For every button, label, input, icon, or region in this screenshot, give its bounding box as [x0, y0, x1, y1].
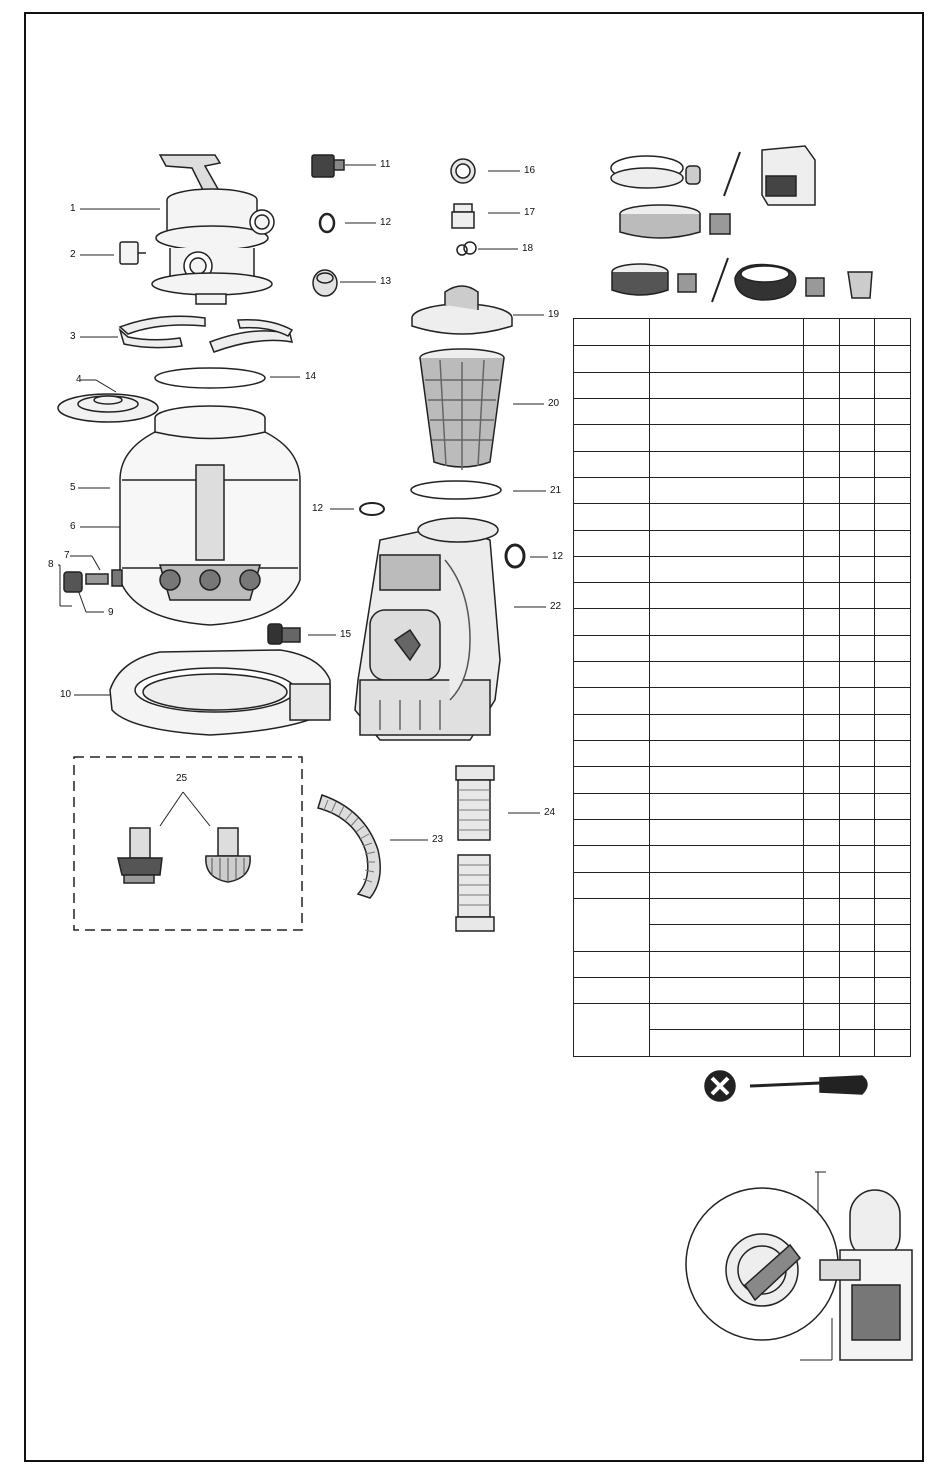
hose-24 — [456, 766, 494, 931]
callout-12c: 12 — [552, 551, 564, 562]
table-row — [574, 872, 911, 898]
callout-9: 9 — [108, 607, 114, 618]
valve-drawing — [120, 155, 274, 304]
tank-base-drawing — [110, 650, 330, 735]
callout-23: 23 — [432, 834, 444, 845]
callout-11: 11 — [380, 159, 391, 170]
callout-18: 18 — [522, 243, 534, 254]
oring-12c — [506, 545, 524, 567]
strainer-basket-20 — [420, 349, 504, 470]
table-row — [574, 530, 911, 556]
callout-15: 15 — [340, 629, 352, 640]
nut-16 — [451, 159, 475, 183]
pump-lid-19 — [412, 286, 512, 334]
table-row — [574, 1004, 911, 1030]
callout-17: 17 — [524, 207, 536, 218]
pump-drawing — [355, 518, 500, 740]
table-row — [574, 609, 911, 635]
oring-21 — [411, 481, 501, 499]
valve-17 — [452, 204, 474, 228]
hose-adapters-25 — [118, 828, 250, 883]
callout-20: 20 — [548, 398, 560, 409]
table-header-row — [574, 319, 911, 346]
table-row — [574, 346, 911, 372]
table-row — [574, 556, 911, 582]
oring-14 — [155, 368, 265, 388]
callout-7: 7 — [64, 550, 70, 561]
filter-tank-drawing — [120, 406, 300, 625]
callout-10: 10 — [60, 689, 72, 700]
adapter-15 — [268, 624, 300, 644]
drain-parts-drawing — [64, 570, 122, 592]
adapter-11 — [312, 155, 344, 177]
callout-8: 8 — [48, 559, 54, 570]
table-row — [574, 425, 911, 451]
table-row — [574, 846, 911, 872]
callout-5: 5 — [70, 482, 76, 493]
table-row — [574, 819, 911, 845]
table-row — [574, 898, 911, 924]
callout-13: 13 — [380, 276, 392, 287]
table-row — [574, 504, 911, 530]
callout-21: 21 — [550, 485, 562, 496]
table-row — [574, 583, 911, 609]
callout-24: 24 — [544, 807, 556, 818]
tank-lid-drawing — [58, 394, 158, 422]
table-row — [574, 741, 911, 767]
table-row — [574, 951, 911, 977]
assembly-detail-drawing — [686, 1188, 912, 1360]
hose-23 — [318, 795, 380, 898]
table-row — [574, 451, 911, 477]
table-row — [574, 793, 911, 819]
table-row — [574, 662, 911, 688]
oring-12a — [320, 214, 334, 232]
callout-16: 16 — [524, 165, 536, 176]
table-row — [574, 714, 911, 740]
table-row — [574, 372, 911, 398]
callout-12b: 12 — [312, 503, 324, 514]
table-row — [574, 477, 911, 503]
plug-18 — [457, 242, 476, 255]
callout-19: 19 — [548, 309, 560, 320]
table-row — [574, 688, 911, 714]
callout-6: 6 — [70, 521, 76, 532]
callout-12a: 12 — [380, 217, 392, 228]
no-screwdriver-icon — [705, 1071, 867, 1101]
callout-25: 25 — [176, 773, 188, 784]
callout-3: 3 — [70, 331, 76, 342]
table-row — [574, 767, 911, 793]
parts-list-table — [573, 318, 911, 1057]
table-row — [574, 635, 911, 661]
table-row — [574, 977, 911, 1003]
callout-2: 2 — [70, 249, 76, 260]
table-row — [574, 398, 911, 424]
oring-12b — [360, 503, 384, 515]
pool-type-icons — [611, 146, 872, 302]
clamp-drawing — [120, 316, 292, 352]
cap-13 — [313, 270, 337, 296]
callout-1: 1 — [70, 203, 76, 214]
callout-4: 4 — [76, 374, 82, 385]
optional-parts-box — [74, 757, 302, 930]
callout-14: 14 — [305, 371, 317, 382]
callout-22: 22 — [550, 601, 562, 612]
